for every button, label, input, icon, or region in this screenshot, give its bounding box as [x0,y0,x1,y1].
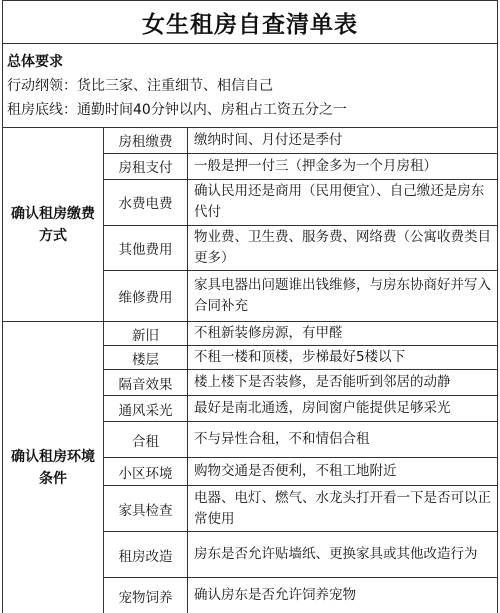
row-key: 水费电费 [104,180,188,225]
section-label-text: 确认租房缴费方式 [11,205,95,244]
table-row [104,346,497,370]
table-row [104,271,497,321]
row-value: 不租新装修房源，有甲醛 [194,325,343,341]
general-line: 租房底线：通勤时间40分钟以内、房租占工资五分之一 [7,102,347,118]
table-row [104,128,497,154]
row-value: 购物交通是否便利，不租工地附近 [194,463,397,479]
table-row [104,458,497,486]
row-key: 维修费用 [104,271,188,321]
general-line: 行动纲领：货比三家、注重细节、相信自己 [7,78,273,94]
row-value: 确认房东是否允许饲养宠物 [194,587,356,603]
row-value: 一般是押一付三（押金多为一个月房租） [194,157,437,174]
row-value: 家具电器出问题谁出钱维修，与房东协商好并写入合同补充 [194,277,491,315]
row-value: 缴纳时间、月付还是季付 [194,131,343,148]
table-row [104,396,497,422]
general-heading: 总体要求 [7,54,63,70]
table-row [104,486,497,532]
row-key: 家具检查 [104,486,188,531]
section-rows [104,322,497,613]
row-key: 通风采光 [104,396,188,421]
row-key: 楼层 [104,346,188,369]
row-value: 最好是南北通透，房间窗户能提供足够采光 [194,400,451,416]
row-value: 电器、电灯、燃气、水龙头打开看一下是否可以正常使用 [194,489,491,527]
section-payment [3,128,497,322]
row-key: 租房改造 [104,532,188,577]
row-value: 不租一楼和顶楼，步梯最好5楼以下 [194,349,406,365]
row-value: 房东是否允许贴墙纸、更换家具或其他改造行为 [194,546,478,562]
row-key: 隔音效果 [104,370,188,395]
section-label-text: 确认租房环境条件 [11,448,95,487]
row-key: 小区环境 [104,458,188,485]
general-requirements [3,44,497,128]
table-row [104,370,497,396]
checklist-sheet [2,0,498,613]
row-value: 确认民用还是商用（民用便宜）、自己缴还是房东代付 [194,183,485,221]
table-row [104,422,497,458]
row-key: 房租缴费 [104,128,188,153]
row-key: 宠物饲养 [104,578,188,613]
section-label [3,322,104,613]
table-row [104,322,497,346]
table-row [104,154,497,180]
page-title: 女生租房自查清单表 [3,0,497,44]
row-key: 其他费用 [104,226,188,271]
row-key: 新旧 [104,322,188,345]
section-environment [3,322,497,613]
row-value: 不与异性合租，不和情侣合租 [194,431,370,447]
table-row [104,578,497,613]
row-value: 物业费、卫生费、服务费、网络费（公寓收费类目更多） [194,228,491,266]
table-row [104,180,497,226]
table-row [104,226,497,272]
section-label [3,128,104,321]
row-key: 房租支付 [104,154,188,179]
table-row [104,532,497,578]
row-value: 楼上楼下是否装修，是否能听到邻居的动静 [194,374,451,390]
row-key: 合租 [104,422,188,457]
section-rows [104,128,497,321]
